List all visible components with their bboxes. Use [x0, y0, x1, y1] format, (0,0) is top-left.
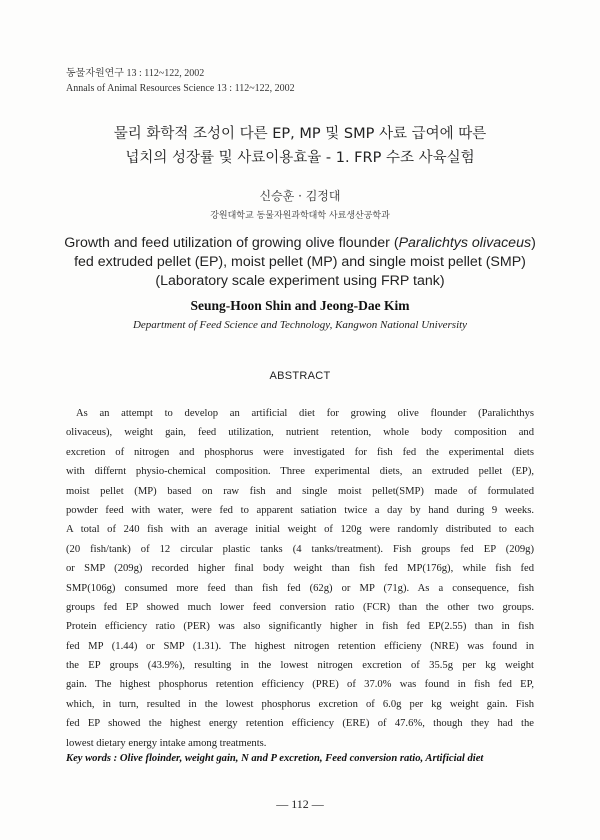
- journal-citation: [66, 66, 295, 96]
- english-title-line-1: [0, 234, 600, 253]
- abstract-line: or SMP (209g) recorded higher final body weight than fish fed MP(176g), while fish fed: [66, 563, 534, 575]
- english-affiliation: Department of Feed Science and Technology, Kangwon National University: [132, 319, 468, 331]
- korean-title: [0, 122, 600, 170]
- abstract-line: moist pellet (MP) based on raw fish and single moist pellet(SMP) made of formulated: [66, 485, 534, 497]
- abstract-line: olivaceus), weight gain, feed utilization, nutrient retention, whole body composition and: [66, 427, 534, 439]
- abstract-heading: ABSTRACT: [269, 370, 331, 382]
- abstract-line: powder feed with water, were fed to apparent satiation twice a day by hand during 9 weeks.: [66, 504, 534, 516]
- english-title-line-1-post: ): [531, 235, 536, 251]
- abstract-line: lowest dietary energy intake among treatments.: [66, 737, 267, 749]
- english-title-line-2: fed extruded pellet (EP), moist pellet (MP) and single moist pellet (SMP): [74, 254, 526, 270]
- journal-citation-english: Annals of Animal Resources Science 13 : 112~122, 2002: [66, 83, 295, 94]
- korean-title-line-1: 물리 화학적 조성이 다른 EP, MP 및 SMP 사료 급여에 따른: [113, 126, 487, 142]
- korean-authors: 신승훈 · 김정대: [259, 189, 341, 203]
- species-name: Paralichtys olivaceus: [398, 235, 532, 251]
- abstract-body: [66, 404, 534, 753]
- english-title-line-1-pre: Growth and feed utilization of growing olive flounder (: [64, 235, 399, 251]
- abstract-line: SMP(106g) consumed more feed than fish fed (62g) or MP (71g). As a consequence, fish: [66, 582, 534, 594]
- abstract-line: gain. The highest phosphorus retention efficiency (PRE) of 37.0% was found in fish fed EP,: [66, 679, 534, 691]
- abstract-line: Protein efficiency ratio (PER) was also significantly higher in fish fed EP(2.55) than in fish: [66, 621, 534, 633]
- abstract-line: (20 fish/tank) of 12 circular plastic tanks (4 tanks/treatment). Fish groups fed EP (209g): [66, 543, 534, 555]
- abstract-line: groups fed EP showed much lower feed conversion ratio (FCR) than the other two groups.: [66, 601, 534, 613]
- korean-affiliation: 강원대학교 동물자원과학대학 사료생산공학과: [210, 211, 390, 221]
- abstract-line: with differnt physio-chemical composition. Three experimental diets, an extruded pellet (EP),: [66, 466, 534, 478]
- korean-title-line-2: 넙치의 성장률 및 사료이용효율 - 1. FRP 수조 사육실험: [125, 150, 475, 166]
- english-title-line-3: (Laboratory scale experiment using FRP tank): [155, 273, 445, 289]
- abstract-line: fed EP showed the highest energy retention efficiency (ERE) of 47.6%, though they had the: [66, 718, 534, 730]
- abstract-line: A total of 240 fish with an average initial weight of 120g were randomly distributed to each: [66, 524, 534, 536]
- english-authors: Seung-Hoon Shin and Jeong-Dae Kim: [190, 298, 410, 313]
- abstract-line: which, in turn, resulted in the lowest phosphorus excretion of 6.0g per kg weight gain. Fish: [66, 698, 534, 710]
- keywords: Key words : Olive floinder, weight gain, N and P excretion, Feed conversion ratio, Artificial diet: [66, 753, 484, 764]
- abstract-line: the EP groups (43.9%), resulting in the lowest nitrogen excretion of 35.5g per kg weight: [66, 660, 534, 672]
- abstract-line: excretion of nitrogen and phosphorus were investigated for fish fed the experimental diets: [66, 446, 534, 458]
- journal-citation-korean: 동물자원연구 13 : 112~122, 2002: [66, 68, 205, 79]
- english-title: [0, 234, 600, 291]
- page-number: — 112 —: [276, 797, 324, 811]
- abstract-line: As an attempt to develop an artificial diet for growing olive flounder (Paralichthys: [76, 408, 534, 419]
- abstract-line: fed MP (1.44) or SMP (1.31). The highest nitrogen retention efficieny (NRE) was found in: [66, 640, 534, 652]
